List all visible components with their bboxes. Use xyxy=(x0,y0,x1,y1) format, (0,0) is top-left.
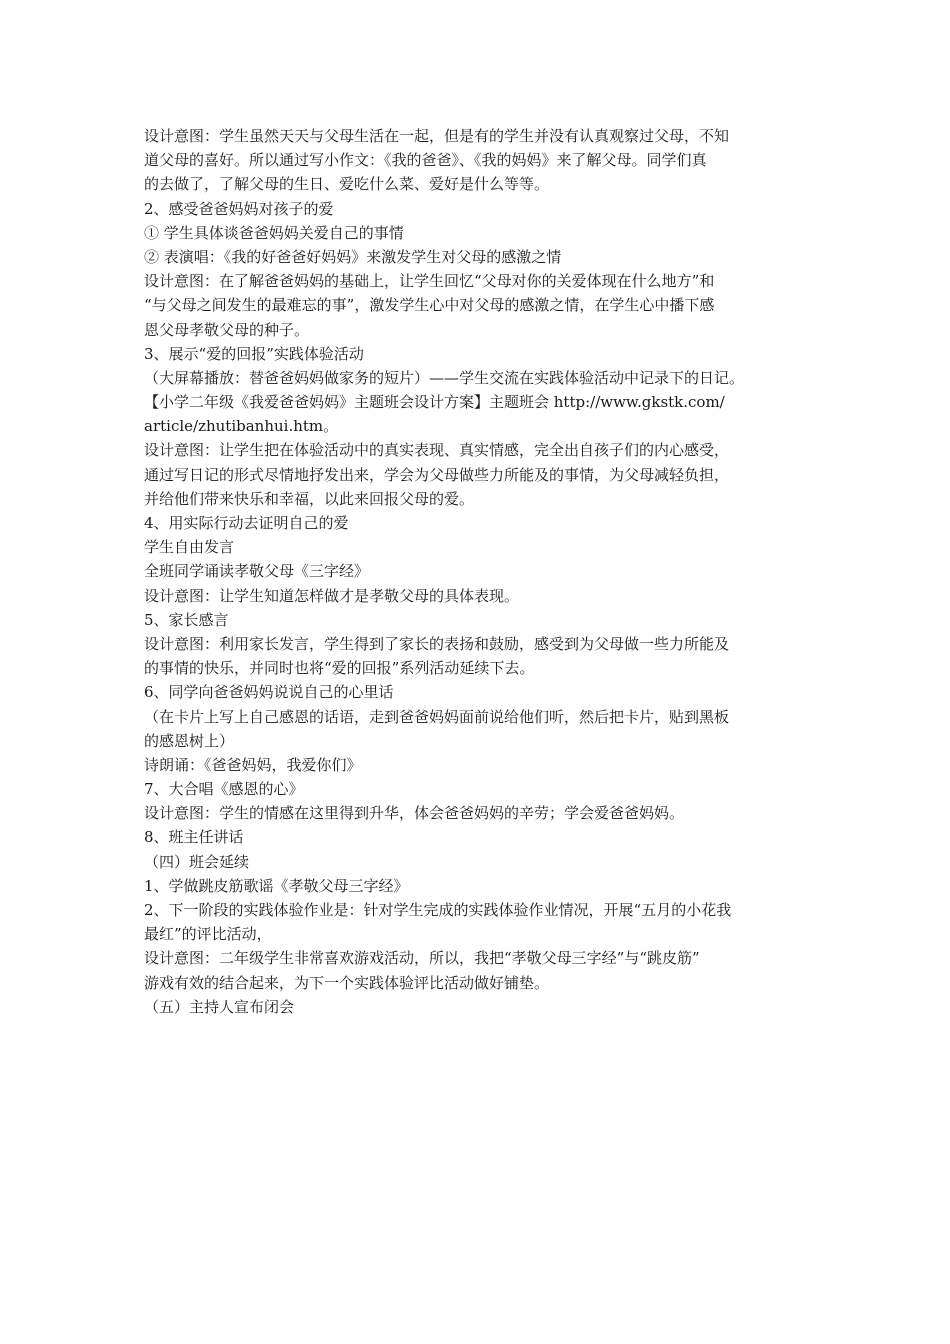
text-line: 设计意图：利用家长发言，学生得到了家长的表扬和鼓励，感受到为父母做一些力所能及 xyxy=(144,634,730,653)
section-heading: 6、同学向爸爸妈妈说说自己的心里话 xyxy=(144,683,394,702)
text-line: 最红”的评比活动， xyxy=(144,925,272,944)
text-line: 诗朗诵：《爸爸妈妈，我爱你们》 xyxy=(144,755,362,774)
section-heading: 3、展示“爱的回报”实践体验活动 xyxy=(144,344,364,363)
text-line: 【小学二年级《我爱爸爸妈妈》主题班会设计方案】主题班会 http://www.gkstk.com/ xyxy=(144,393,725,412)
text-line: 道父母的喜好。所以通过写小作文：《我的爸爸》、《我的妈妈》来了解父母。同学们真 xyxy=(144,151,707,170)
document-body xyxy=(144,124,814,1019)
text-line: （大屏幕播放：替爸爸妈妈做家务的短片）——学生交流在实践体验活动中记录下的日记。 xyxy=(144,368,745,387)
text-line: 2、下一阶段的实践体验作业是：针对学生完成的实践体验作业情况，开展“五月的小花我 xyxy=(144,901,732,919)
section-heading: （四）班会延续 xyxy=(144,852,250,871)
text-line: 设计意图：二年级学生非常喜欢游戏活动，所以，我把“孝敬父母三字经”与“跳皮筋” xyxy=(144,949,700,968)
text-line: 的事情的快乐，并同时也将“爱的回报”系列活动延续下去。 xyxy=(144,659,535,678)
text-line: 设计意图：在了解爸爸妈妈的基础上，让学生回忆“父母对你的关爱体现在什么地方”和 xyxy=(144,272,715,291)
section-heading: 7、大合唱《感恩的心》 xyxy=(144,780,304,799)
list-item: ② 表演唱：《我的好爸爸好妈妈》来激发学生对父母的感激之情 xyxy=(144,247,562,266)
text-line: article/zhutibanhui.htm。 xyxy=(144,417,339,436)
section-heading: 2、感受爸爸妈妈对孩子的爱 xyxy=(144,199,334,218)
text-line: 的去做了，了解父母的生日、爱吃什么菜、爱好是什么等等。 xyxy=(144,175,550,194)
list-item: ① 学生具体谈爸爸妈妈关爱自己的事情 xyxy=(144,223,404,242)
text-line: 设计意图：让学生知道怎样做才是孝敬父母的具体表现。 xyxy=(144,586,520,605)
text-line: 恩父母孝敬父母的种子。 xyxy=(144,320,310,339)
text-line: 设计意图：学生的情感在这里得到升华，体会爸爸妈妈的辛劳；学会爱爸爸妈妈。 xyxy=(144,804,685,823)
text-line: 并给他们带来快乐和幸福，以此来回报父母的爱。 xyxy=(144,489,475,508)
section-heading: 1、学做跳皮筋歌谣《孝敬父母三字经》 xyxy=(144,876,409,895)
text-line: “与父母之间发生的最难忘的事”，激发学生心中对父母的感激之情，在学生心中播下感 xyxy=(144,296,715,315)
text-line: 通过写日记的形式尽情地抒发出来，学会为父母做些力所能及的事情，为父母减轻负担， xyxy=(144,465,730,484)
section-heading: （五）主持人宣布闭会 xyxy=(144,997,295,1016)
text-line: （在卡片上写上自己感恩的话语，走到爸爸妈妈面前说给他们听，然后把卡片，贴到黑板 xyxy=(144,707,730,726)
section-heading: 4、用实际行动去证明自己的爱 xyxy=(144,514,349,532)
text-line: 学生自由发言 xyxy=(144,538,235,557)
text-line: 全班同学诵读孝敬父母《三字经》 xyxy=(144,562,370,581)
text-line: 的感恩树上） xyxy=(144,731,235,750)
text-line: 游戏有效的结合起来，为下一个实践体验评比活动做好铺垫。 xyxy=(144,973,550,992)
section-heading: 8、班主任讲话 xyxy=(144,828,244,847)
section-heading: 5、家长感言 xyxy=(144,610,229,629)
text-line: 设计意图：学生虽然天天与父母生活在一起，但是有的学生并没有认真观察过父母，不知 xyxy=(144,127,730,145)
text-line: 设计意图：让学生把在体验活动中的真实表现、真实情感，完全出自孩子们的内心感受， xyxy=(144,441,730,460)
